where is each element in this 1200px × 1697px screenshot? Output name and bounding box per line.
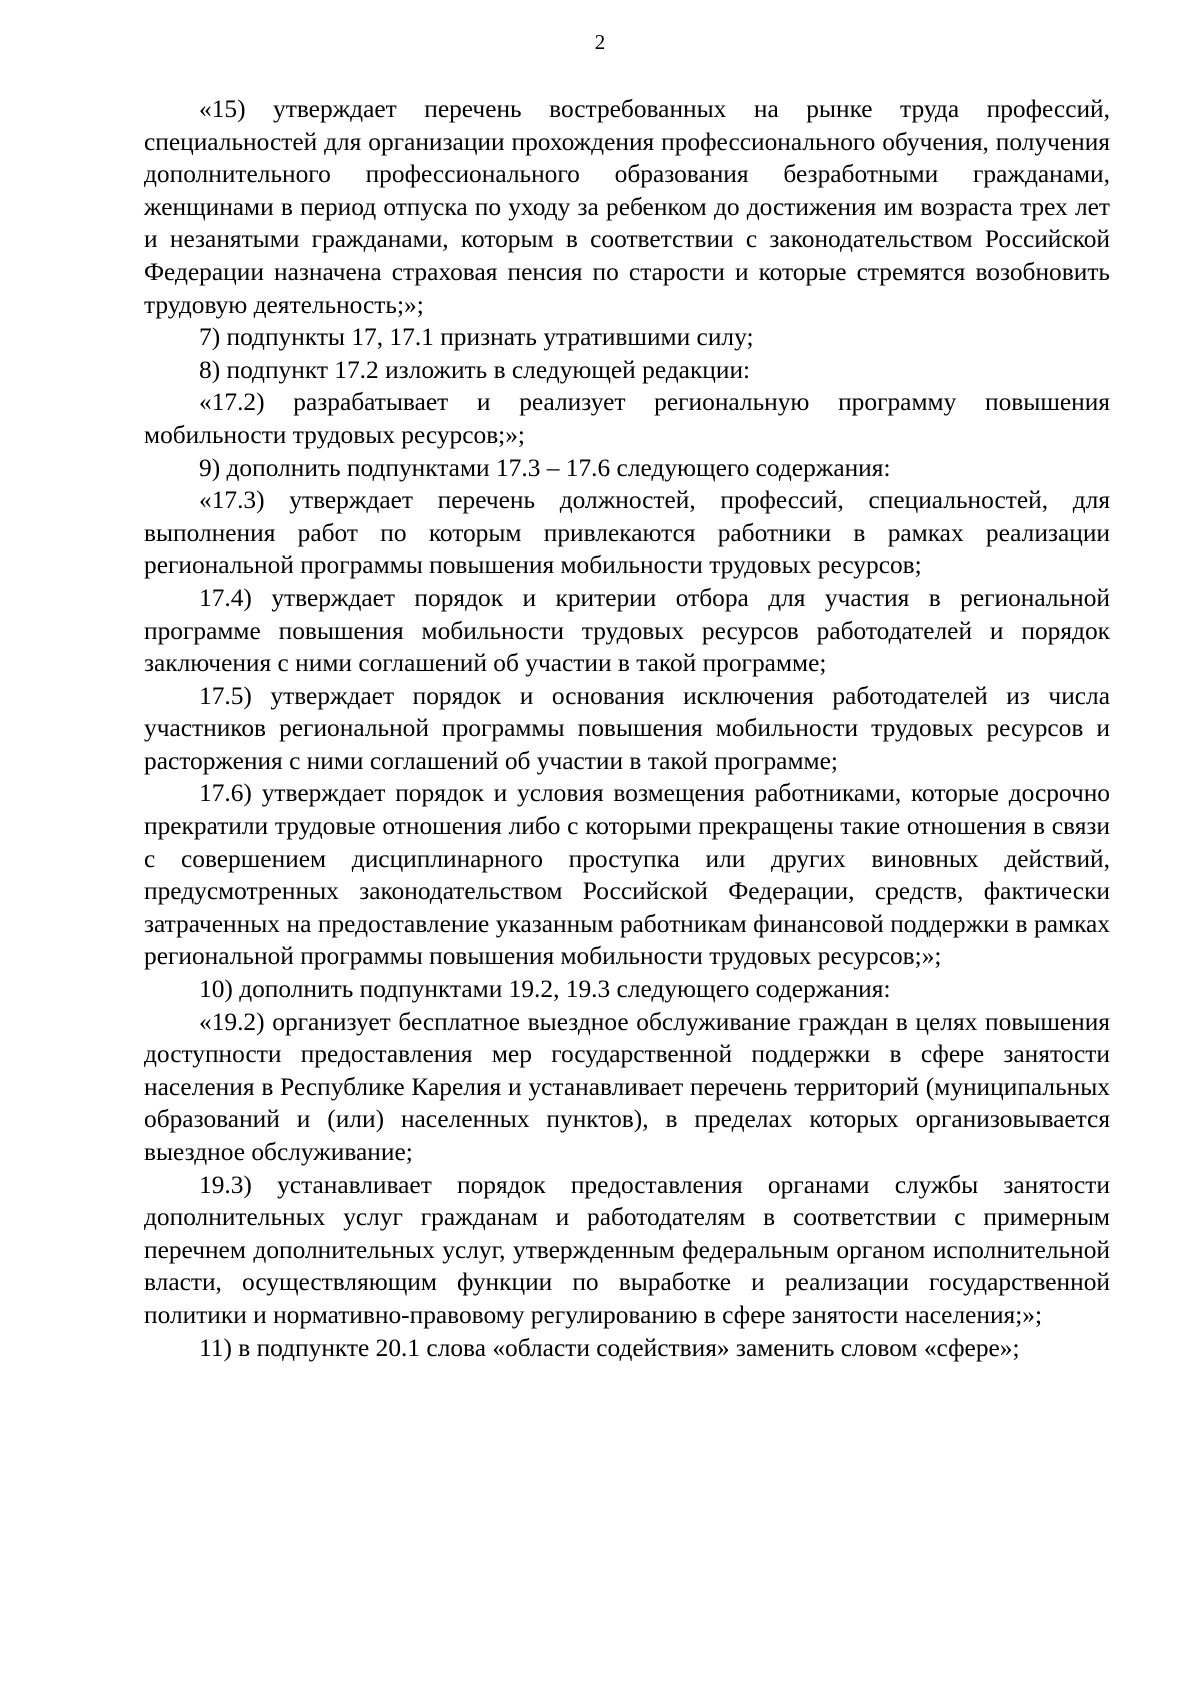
paragraph-item-19-2: «19.2) организует бесплатное выездное обслуживание граждан в целях повышения доступности предоставления мер государственной поддержки в сфере занятости населения в Республике Карелия и устанавливает перечень территорий (муниципальных образований и (или) населенных пунктов), в пределах которых организовывается выездное обслуживание;	[144, 1007, 1110, 1166]
document-body	[144, 92, 1110, 1364]
paragraph-item-17-5: 17.5) утверждает порядок и основания исключения работодателей из числа участников региональной программы повышения мобильности трудовых ресурсов и расторжения с ними соглашений об участии в такой программе;	[144, 681, 1110, 775]
paragraph-item-17-2: «17.2) разрабатывает и реализует региональную программу повышения мобильности трудовых ресурсов;»;	[144, 388, 1110, 449]
paragraph-amendment-8: 8) подпункт 17.2 изложить в следующей редакции:	[199, 355, 751, 384]
paragraph-amendment-9: 9) дополнить подпунктами 17.3 – 17.6 следующего содержания:	[199, 453, 891, 482]
page-number: 2	[594, 30, 606, 54]
paragraph-item-17-4: 17.4) утверждает порядок и критерии отбора для участия в региональной программе повышения мобильности трудовых ресурсов работодателей и порядок заключения с ними соглашений об участии в такой программе;	[144, 583, 1110, 678]
paragraph-item-15: «15) утверждает перечень востребованных на рынке труда профессий, специальностей для организации прохождения профессионального обучения, получения дополнительного профессионального образования безработными гражданами, женщинами в период отпуска по уходу за ребенком до достижения им возраста трех лет и незанятыми гражданами, которым в соответствии с законодательством Российской Федерации назначена страховая пенсия по старости и которые стремятся возобновить трудовую деятельность;»;	[144, 95, 1110, 319]
paragraph-item-19-3: 19.3) устанавливает порядок предоставления органами службы занятости дополнительных услуг гражданам и работодателям в соответствии с примерным перечнем дополнительных услуг, утвержденным федеральным органом исполнительной власти, осуществляющим функции по выработке и реализации государственной политики и нормативно-правовому регулированию в сфере занятости населения;»;	[144, 1170, 1110, 1329]
paragraph-amendment-7: 7) подпункты 17, 17.1 признать утратившими силу;	[199, 323, 754, 352]
paragraph-amendment-11: 11) в подпункте 20.1 слова «области содействия» заменить словом «сфере»;	[199, 1333, 1020, 1362]
paragraph-amendment-10: 10) дополнить подпунктами 19.2, 19.3 следующего содержания:	[199, 975, 891, 1004]
paragraph-item-17-3: «17.3) утверждает перечень должностей, профессий, специальностей, для выполнения работ по которым привлекаются работники в рамках реализации региональной программы повышения мобильности трудовых ресурсов;	[144, 486, 1110, 580]
paragraph-item-17-6: 17.6) утверждает порядок и условия возмещения работниками, которые досрочно прекратили трудовые отношения либо с которыми прекращены такие отношения в связи с совершением дисциплинарного проступка или других виновных действий, предусмотренных законодательством Российской Федерации, средств, фактически затраченных на предоставление указанным работникам финансовой поддержки в рамках региональной программы повышения мобильности трудовых ресурсов;»;	[144, 779, 1110, 971]
